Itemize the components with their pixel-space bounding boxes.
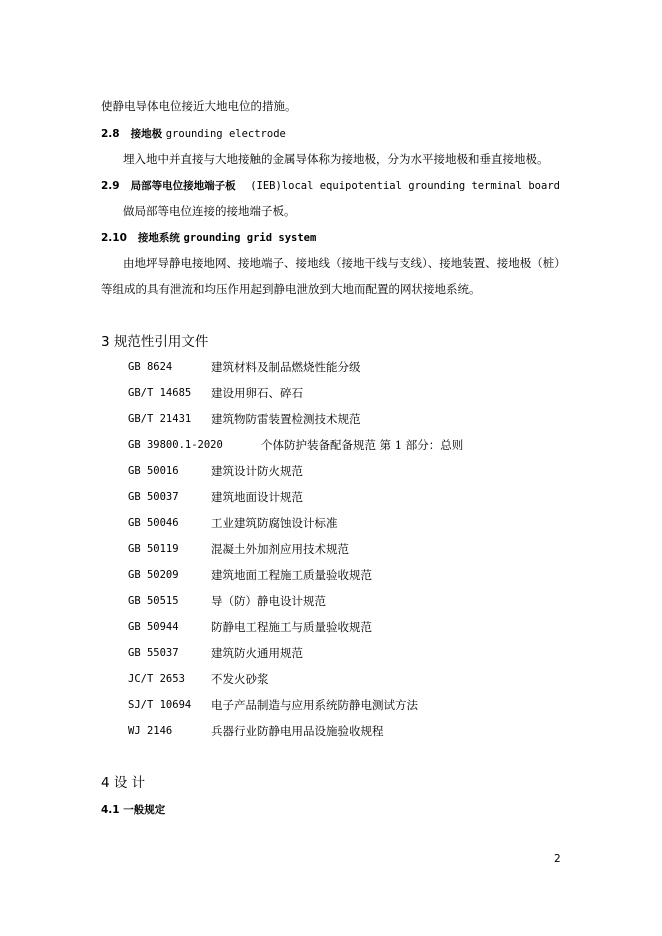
reference-code: JC/T 2653 (128, 673, 185, 685)
definition-2-8-heading (101, 126, 286, 141)
reference-code: GB 39800.1-2020 (128, 439, 223, 451)
definition-english: (IEB)local equipotential grounding terminal board (250, 180, 560, 192)
page-number: 2 (554, 853, 561, 865)
definition-number: 2.10 (101, 232, 127, 244)
reference-code: GB 50119 (128, 543, 179, 555)
definition-number: 2.9 (101, 180, 120, 192)
reference-title: 防静电工程施工与质量验收规范 (211, 620, 372, 634)
reference-title: 建筑防火通用规范 (211, 646, 303, 660)
reference-code: GB 50209 (128, 569, 179, 581)
definition-2-9-heading (101, 178, 560, 193)
definition-number: 2.8 (101, 128, 120, 140)
reference-title: 电子产品制造与应用系统防静电测试方法 (211, 698, 418, 712)
reference-code: GB 50037 (128, 491, 179, 503)
definition-2-10-desc-line1: 由地坪导静电接地网、接地端子、接地线（接地干线与支线）、接地装置、接地极（桩） (123, 256, 566, 270)
definition-2-10-heading (101, 230, 316, 245)
subsection-4-1-heading (101, 802, 165, 817)
definition-2-9-desc: 做局部等电位连接的接地端子板。 (123, 204, 296, 218)
reference-title: 建筑材料及制品燃烧性能分级 (211, 360, 361, 374)
continuation-text: 使静电导体电位接近大地电位的措施。 (101, 99, 297, 113)
reference-title: 不发火砂浆 (211, 672, 269, 686)
reference-code: GB 50944 (128, 621, 179, 633)
definition-english: grounding grid system (183, 232, 317, 244)
subsection-number: 4.1 (101, 804, 120, 816)
reference-code: GB/T 21431 (128, 413, 192, 425)
reference-title: 工业建筑防腐蚀设计标准 (211, 516, 338, 530)
reference-title: 建筑设计防火规范 (211, 464, 303, 478)
definition-english: grounding electrode (165, 128, 286, 140)
section-3-heading: 3 规范性引用文件 (101, 334, 209, 350)
reference-code: GB 50016 (128, 465, 179, 477)
reference-title: 建筑物防雷装置检测技术规范 (211, 412, 361, 426)
reference-code: GB 8624 (128, 361, 173, 373)
subsection-title: 一般规定 (123, 804, 166, 816)
reference-title: 混凝土外加剂应用技术规范 (211, 542, 349, 556)
reference-title: 建筑地面设计规范 (211, 490, 303, 504)
definition-2-8-desc: 埋入地中并直接与大地接触的金属导体称为接地极，分为水平接地极和垂直接地极。 (123, 152, 549, 166)
reference-code: GB 55037 (128, 647, 179, 659)
reference-title: 导（防）静电设计规范 (211, 594, 326, 608)
reference-title: 建设用卵石、碎石 (211, 386, 303, 400)
reference-title: 兵器行业防静电用品设施验收规程 (211, 724, 384, 738)
reference-code: WJ 2146 (128, 725, 173, 737)
section-4-heading: 4 设 计 (101, 775, 146, 791)
definition-term: 接地极 (130, 128, 163, 140)
definition-2-10-desc-line2: 等组成的具有泄流和均压作用起到静电泄放到大地而配置的网状接地系统。 (101, 282, 481, 296)
reference-code: GB 50515 (128, 595, 179, 607)
reference-title: 个体防护装备配备规范 第 1 部分：总则 (261, 438, 464, 452)
reference-code: GB/T 14685 (128, 387, 192, 399)
reference-code: GB 50046 (128, 517, 179, 529)
reference-code: SJ/T 10694 (128, 699, 192, 711)
definition-term: 接地系统 (137, 232, 180, 244)
reference-title: 建筑地面工程施工质量验收规范 (211, 568, 372, 582)
definition-term: 局部等电位接地端子板 (130, 180, 236, 192)
